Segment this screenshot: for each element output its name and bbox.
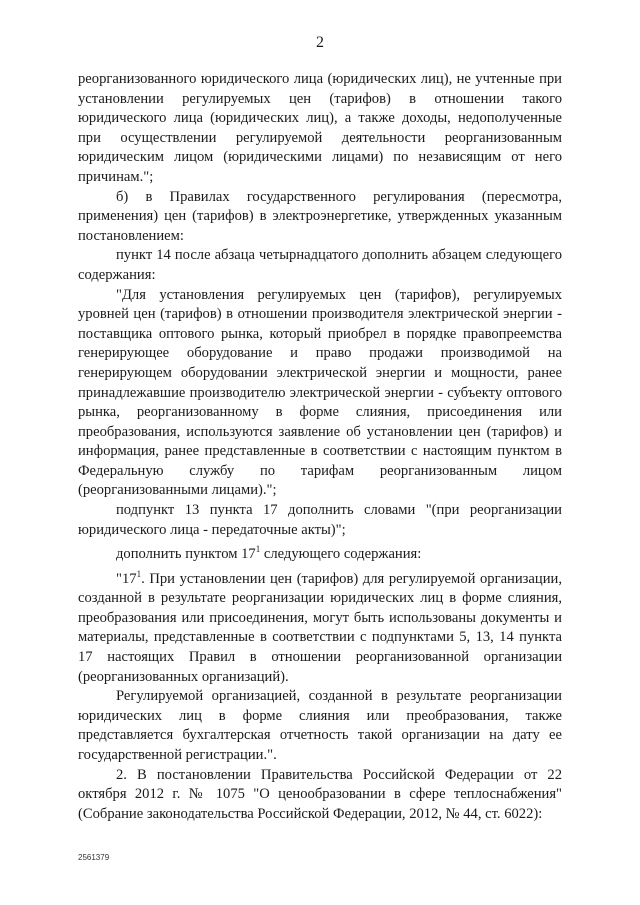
document-code: 2561379 <box>78 853 110 862</box>
paragraph-quoted-addition: "Для установления регулируемых цен (тарифов), регулируемых уровней цен (тарифов) в отношении производителя электрической энергии - поставщика оптового рынка, который приобрел в порядке правопреемства генерирующее оборудование и право продажи производимой на генерирующем оборудовании электрической энергии и мощности, ранее принадлежавшие производителю электрической энергии - субъекту оптового рынка, реорганизованному в форме слияния, присоединения или преобразования, используются заявление об установлении цен (тарифов) и информация, ранее представленные в соответствии с настоящим пунктом в Федеральную службу по тарифам реорганизованным лицом (реорганизованными лицами)."; <box>78 286 562 499</box>
paragraph-subpoint-13: подпункт 13 пункта 17 дополнить словами "(при реорганизации юридического лица - передаточные акты)"; <box>78 502 562 538</box>
paragraph-add-point-17-1 <box>78 540 562 564</box>
paragraph-accounting: Регулируемой организацией, созданной в результате реорганизации юридических лиц в форме слияния или преобразования, также представляется бухгалтерская отчетность такой организации на дату ее государственной регистрации.". <box>78 688 562 763</box>
paragraph-text: дополнить пунктом 17 <box>116 546 256 563</box>
paragraph-text: "17 <box>116 570 137 587</box>
paragraph-point-17-1-text <box>78 565 562 687</box>
superscript: 1 <box>136 568 142 579</box>
paragraph-point-14: пункт 14 после абзаца четырнадцатого дополнить абзацем следующего содержания: <box>78 247 562 283</box>
paragraph-subitem-b: б) в Правилах государственного регулирования (пересмотра, применения) цен (тарифов) в электроэнергетике, утвержденных указанным постановлением: <box>78 188 562 244</box>
paragraph-continuation: реорганизованного юридического лица (юридических лиц), не учтенные при установлении регулируемых цен (тарифов) в отношении такого юридического лица (юридических лиц), а также доходы, недополученные при осуществлении регулируемой деятельности реорганизованным юридическим лицом (юридическими лицами) по независящим от него причинам."; <box>78 71 562 185</box>
paragraph-text: следующего содержания: <box>260 546 422 563</box>
document-body <box>78 70 562 824</box>
paragraph-item-2: 2. В постановлении Правительства Российской Федерации от 22 октября 2012 г. № 1075 "О ценообразовании в сфере теплоснабжения" (Собрание законодательства Российской Федерации, 2012, № 44, ст. 6022): <box>78 766 562 822</box>
superscript: 1 <box>255 544 261 555</box>
page-number: 2 <box>316 34 324 51</box>
paragraph-text: . При установлении цен (тарифов) для регулируемой организации, созданной в результате реорганизации юридических лиц в форме слияния, преобразования или присоединения, могут быть использованы документы и материалы, представленные в соответствии с подпунктами 5, 13, 14 пункта 17 настоящих Правил в отношении реорганизованной организации (реорганизованных организаций). <box>78 570 562 685</box>
